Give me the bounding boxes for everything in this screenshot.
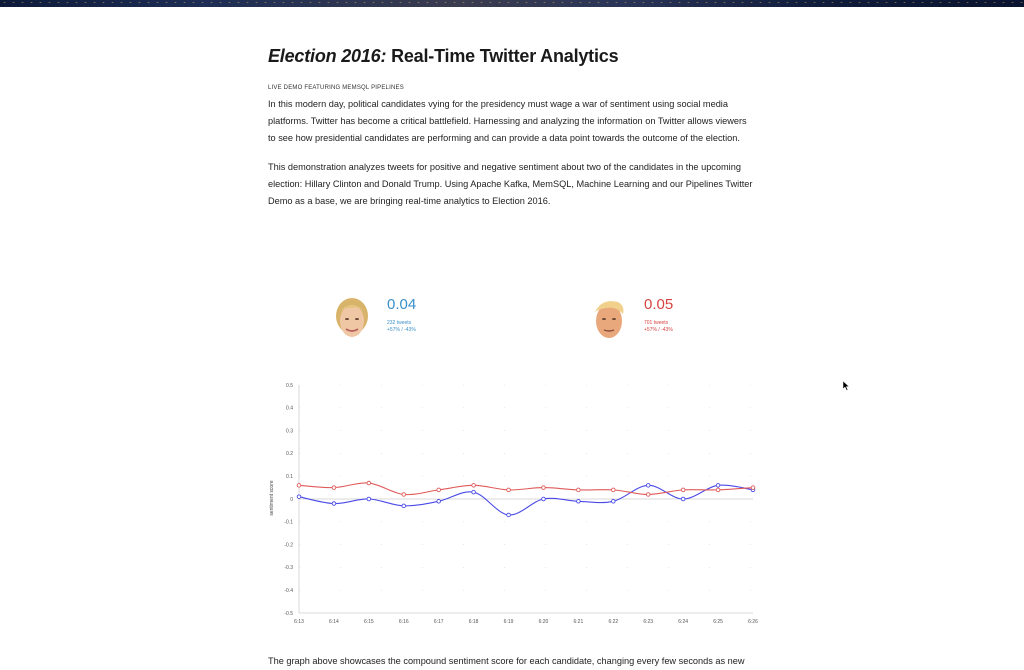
page-title-italic: Election 2016:: [268, 46, 387, 66]
data-point-trump[interactable]: [716, 488, 720, 492]
x-tick-label: 6:17: [433, 619, 444, 625]
data-point-trump[interactable]: [751, 486, 755, 490]
data-point-trump[interactable]: [612, 488, 616, 492]
data-point-clinton[interactable]: [542, 497, 546, 501]
data-point-trump[interactable]: [646, 493, 650, 497]
page-title: [268, 46, 754, 67]
y-tick-label: 0: [290, 496, 293, 503]
clinton-score: 0.04: [387, 296, 417, 313]
x-tick-label: 6:19: [503, 619, 514, 625]
x-tick-label: 6:16: [398, 619, 409, 625]
data-point-clinton[interactable]: [507, 513, 511, 517]
y-tick-label: 0.3: [286, 428, 293, 435]
x-tick-label: 6:25: [713, 619, 723, 625]
trump-portrait: [592, 296, 626, 342]
x-tick-label: 6:22: [608, 619, 619, 625]
y-tick-label: -0.2: [284, 542, 293, 549]
y-tick-label: 0.5: [286, 382, 293, 389]
x-tick-label: 6:21: [573, 619, 584, 625]
data-point-trump[interactable]: [472, 484, 476, 488]
mouse-cursor-icon: [843, 378, 850, 396]
y-tick-label: -0.3: [284, 565, 293, 572]
clinton-portrait: [335, 296, 369, 342]
sentiment-chart: [262, 377, 766, 629]
data-point-clinton[interactable]: [716, 484, 720, 488]
data-point-trump[interactable]: [507, 488, 511, 492]
data-point-trump[interactable]: [297, 484, 301, 488]
clinton-sentiment-split: +57% / -43%: [387, 327, 416, 333]
x-tick-label: 6:18: [468, 619, 479, 625]
x-tick-label: 6:26: [748, 619, 758, 625]
trump-score: 0.05: [644, 296, 674, 313]
data-point-trump[interactable]: [367, 481, 371, 485]
data-point-clinton[interactable]: [402, 504, 406, 508]
data-point-trump[interactable]: [332, 486, 336, 490]
candidate-trump: [592, 296, 673, 342]
intro-paragraph-1: In this modern day, political candidates vying for the presidency must wage a war of sentiment using social media platforms. Twitter has become a critical battlefield. Harnessing and analyzing the information on Twitter allows viewers to see how presidential candidates are performing and can provide a data point towards the outcome of the election.: [268, 99, 747, 143]
x-tick-label: 6:15: [363, 619, 374, 625]
clinton-tweet-count: 232 tweets: [387, 320, 412, 326]
intro-paragraph-2: This demonstration analyzes tweets for positive and negative sentiment about two of the candidates in the upcoming election: Hillary Clinton and Donald Trump. Using Apache Kafka, MemSQL, Machine Learning and our Pipelines Twitter Demo as a base, we are bringing real-time analytics to Election 2016.: [268, 162, 753, 206]
data-point-trump[interactable]: [542, 486, 546, 490]
y-tick-label: -0.4: [284, 588, 293, 594]
y-tick-label: 0.4: [286, 405, 293, 412]
data-point-trump[interactable]: [402, 493, 406, 497]
trump-sentiment-split: +57% / -43%: [644, 327, 673, 333]
x-tick-label: 6:14: [329, 619, 339, 625]
data-point-clinton[interactable]: [472, 490, 476, 494]
y-tick-label: 0.1: [286, 474, 293, 480]
data-point-trump[interactable]: [681, 488, 685, 492]
x-tick-label: 6:20: [538, 619, 549, 625]
article: [268, 46, 754, 210]
hero-banner-strip: [0, 0, 1024, 7]
x-tick-label: 6:24: [678, 619, 689, 625]
x-tick-label: 6:13: [294, 619, 304, 625]
data-point-clinton[interactable]: [612, 499, 616, 503]
candidate-clinton: [335, 296, 416, 342]
y-tick-label: -0.5: [284, 610, 293, 617]
y-tick-label: 0.2: [286, 451, 293, 458]
page-title-rest: Real-Time Twitter Analytics: [386, 46, 619, 66]
trump-tweet-count: 701 tweets: [644, 320, 669, 326]
data-point-clinton[interactable]: [681, 497, 685, 501]
data-point-clinton[interactable]: [437, 499, 441, 503]
footer-paragraph: The graph above showcases the compound sentiment score for each candidate, changing every few seconds as new: [268, 656, 745, 666]
data-point-trump[interactable]: [577, 488, 581, 492]
y-tick-label: -0.1: [284, 519, 293, 526]
sentiment-chart-svg: [262, 377, 766, 629]
data-point-clinton[interactable]: [367, 497, 371, 501]
y-axis-label: sentiment score: [269, 480, 275, 516]
data-point-clinton[interactable]: [297, 495, 301, 499]
page-subtitle: LIVE DEMO FEATURING MEMSQL PIPELINES: [268, 85, 404, 91]
data-point-trump[interactable]: [437, 488, 441, 492]
data-point-clinton[interactable]: [577, 499, 581, 503]
data-point-clinton[interactable]: [646, 484, 650, 488]
x-tick-label: 6:23: [643, 619, 654, 625]
data-point-clinton[interactable]: [332, 502, 336, 506]
